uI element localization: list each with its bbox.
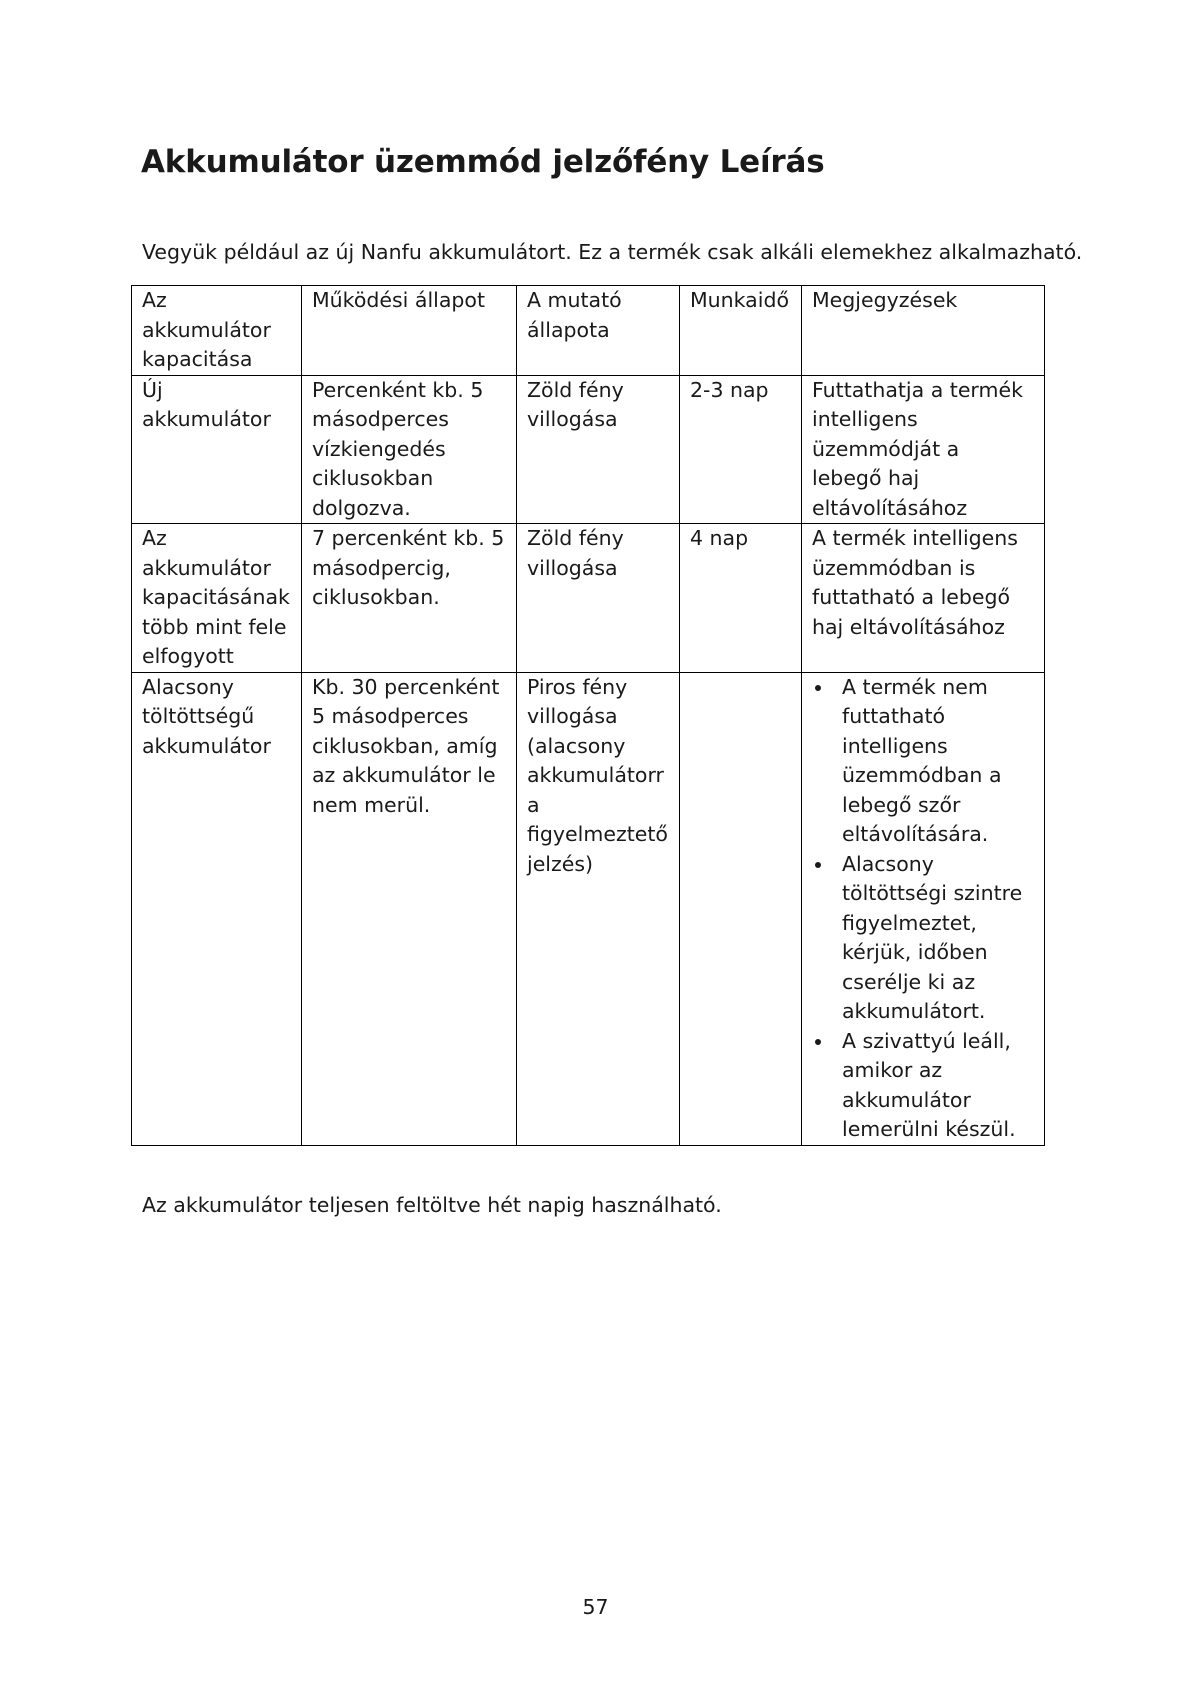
notes-bullet-list xyxy=(812,673,1034,1145)
cell-indicator-state: Piros fény villogása (alacsony akkumulátorra figyelmeztető jelzés) xyxy=(517,672,680,1145)
table-row xyxy=(132,524,1045,673)
cell-working-time: 4 nap xyxy=(680,524,802,673)
cell-working-time: 2-3 nap xyxy=(680,375,802,524)
list-item: • A szivattyú leáll, amikor az akkumulátor lemerülni készül. xyxy=(834,1027,1034,1145)
cell-indicator-state: Zöld fény villogása xyxy=(517,524,680,673)
intro-paragraph: Vegyük például az új Nanfu akkumulátort. Ez a termék csak alkáli elemekhez alkalmazható. xyxy=(142,240,1083,264)
page-title: Akkumulátor üzemmód jelzőfény Leírás xyxy=(141,144,825,180)
table-row xyxy=(132,375,1045,524)
cell-operating-state: Percenként kb. 5 másodperces vízkiengedés ciklusokban dolgozva. xyxy=(302,375,517,524)
list-item: • Alacsony töltöttségi szintre figyelmeztet, kérjük, időben cserélje ki az akkumulátort. xyxy=(834,850,1034,1027)
battery-indicator-table xyxy=(131,285,1045,1146)
cell-indicator-state: Zöld fény villogása xyxy=(517,375,680,524)
page-number: 57 xyxy=(582,1595,609,1619)
cell-capacity: Új akkumulátor xyxy=(132,375,302,524)
table-header-row xyxy=(132,286,1045,376)
header-indicator-state: A mutató állapota xyxy=(517,286,680,376)
header-operating-state: Működési állapot xyxy=(302,286,517,376)
cell-working-time xyxy=(680,672,802,1145)
header-notes: Megjegyzések xyxy=(802,286,1045,376)
cell-capacity: Az akkumulátor kapacitásának több mint fele elfogyott xyxy=(132,524,302,673)
header-capacity: Az akkumulátor kapacitása xyxy=(132,286,302,376)
cell-notes: Futtathatja a termék intelligens üzemmódját a lebegő haj eltávolításához xyxy=(802,375,1045,524)
cell-notes: A termék intelligens üzemmódban is futtatható a lebegő haj eltávolításához xyxy=(802,524,1045,673)
cell-operating-state: Kb. 30 percenként 5 másodperces ciklusokban, amíg az akkumulátor le nem merül. xyxy=(302,672,517,1145)
cell-capacity: Alacsony töltöttségű akkumulátor xyxy=(132,672,302,1145)
table-row xyxy=(132,672,1045,1145)
footer-note: Az akkumulátor teljesen feltöltve hét napig használható. xyxy=(142,1193,722,1217)
list-item: • A termék nem futtatható intelligens üzemmódban a lebegő szőr eltávolítására. xyxy=(834,673,1034,850)
cell-operating-state: 7 percenként kb. 5 másodpercig, ciklusokban. xyxy=(302,524,517,673)
cell-notes xyxy=(802,672,1045,1145)
header-working-time: Munkaidő xyxy=(680,286,802,376)
